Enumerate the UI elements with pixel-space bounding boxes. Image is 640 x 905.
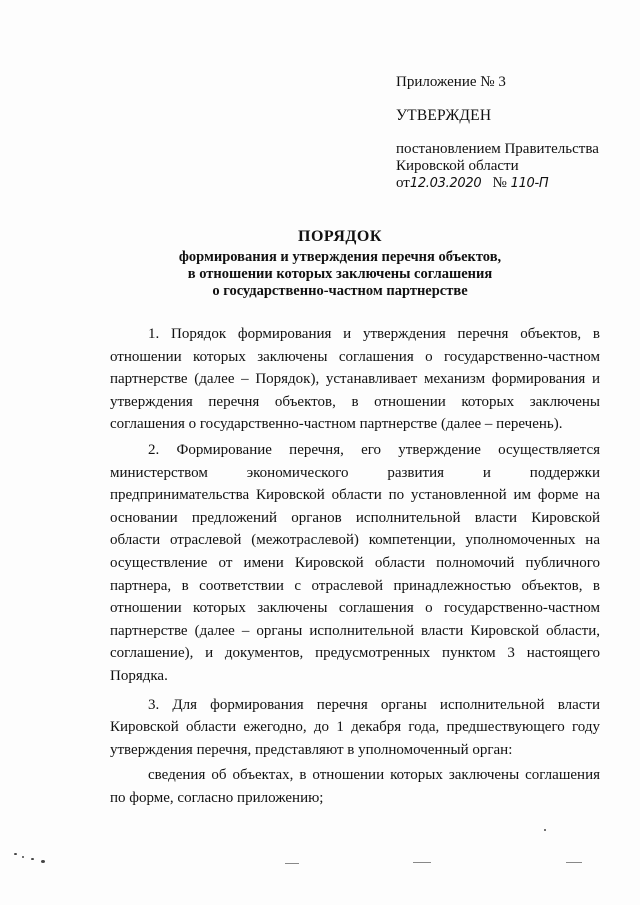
scan-speck — [41, 860, 45, 863]
scan-speck — [14, 853, 17, 855]
scan-speck — [31, 858, 34, 860]
document-body — [110, 323, 600, 812]
handwritten-number: 110-П — [510, 176, 549, 191]
decree-line-1: постановлением Правительства — [396, 141, 599, 157]
scan-speck — [285, 863, 299, 864]
paragraph-2: 2. Формирование перечня, его утверждение осуществляется министерством экономического развития и поддержки предпринимательства Кировской области по установленной им форме на основании предложений органов исполнительной власти Кировской области отраслевой (межотраслевой) компетенции, уполномоченных на осуществление от имени Кировской области полномочий публичного партнера, в соответствии с отраслевой принадлежностью объектов, в отношении которых заключены соглашения о государственно-частном партнерстве (далее – органы исполнительной власти Кировской области, соглашение), и документов, предусмотренных пунктом 3 настоящего Порядка. — [110, 441, 600, 684]
approval-stamp-block — [396, 74, 626, 192]
title-line-3: о государственно-частном партнерстве — [212, 283, 468, 299]
date-prefix: от — [396, 175, 410, 191]
paragraph-4: сведения об объектах, в отношении которых заключены соглашения по форме, согласно приложению; — [110, 767, 600, 806]
approved-label: УТВЕРЖДЕН — [396, 107, 492, 124]
decree-date-line — [396, 175, 626, 192]
title-line-2: в отношении которых заключены соглашения — [187, 266, 493, 282]
annex-number: Приложение № 3 — [396, 74, 506, 90]
scan-speck — [413, 862, 431, 863]
scan-speck — [566, 862, 582, 863]
scan-speck — [22, 856, 24, 858]
document-title: ПОРЯДОК — [298, 228, 382, 245]
scan-speck — [544, 829, 546, 831]
document-title-block — [80, 227, 600, 300]
number-prefix: № — [492, 175, 507, 191]
decree-line-2: Кировской области — [396, 158, 519, 174]
title-line-1: формирования и утверждения перечня объектов, — [178, 249, 502, 265]
paragraph-1: 1. Порядок формирования и утверждения перечня объектов, в отношении которых заключены соглашения о государственно-частном партнерстве (далее – Порядок), устанавливает механизм формирования и утверждения перечня объектов, в отношении которых заключены соглашения о государственно-частном партнерстве (далее – перечень). — [110, 326, 600, 433]
paragraph-3: 3. Для формирования перечня органы исполнительной власти Кировской области ежегодно, до 1 декабря года, предшествующего году утверждения перечня, представляют в уполномоченный орган: — [110, 696, 600, 758]
handwritten-date: 12.03.2020 — [409, 176, 482, 191]
